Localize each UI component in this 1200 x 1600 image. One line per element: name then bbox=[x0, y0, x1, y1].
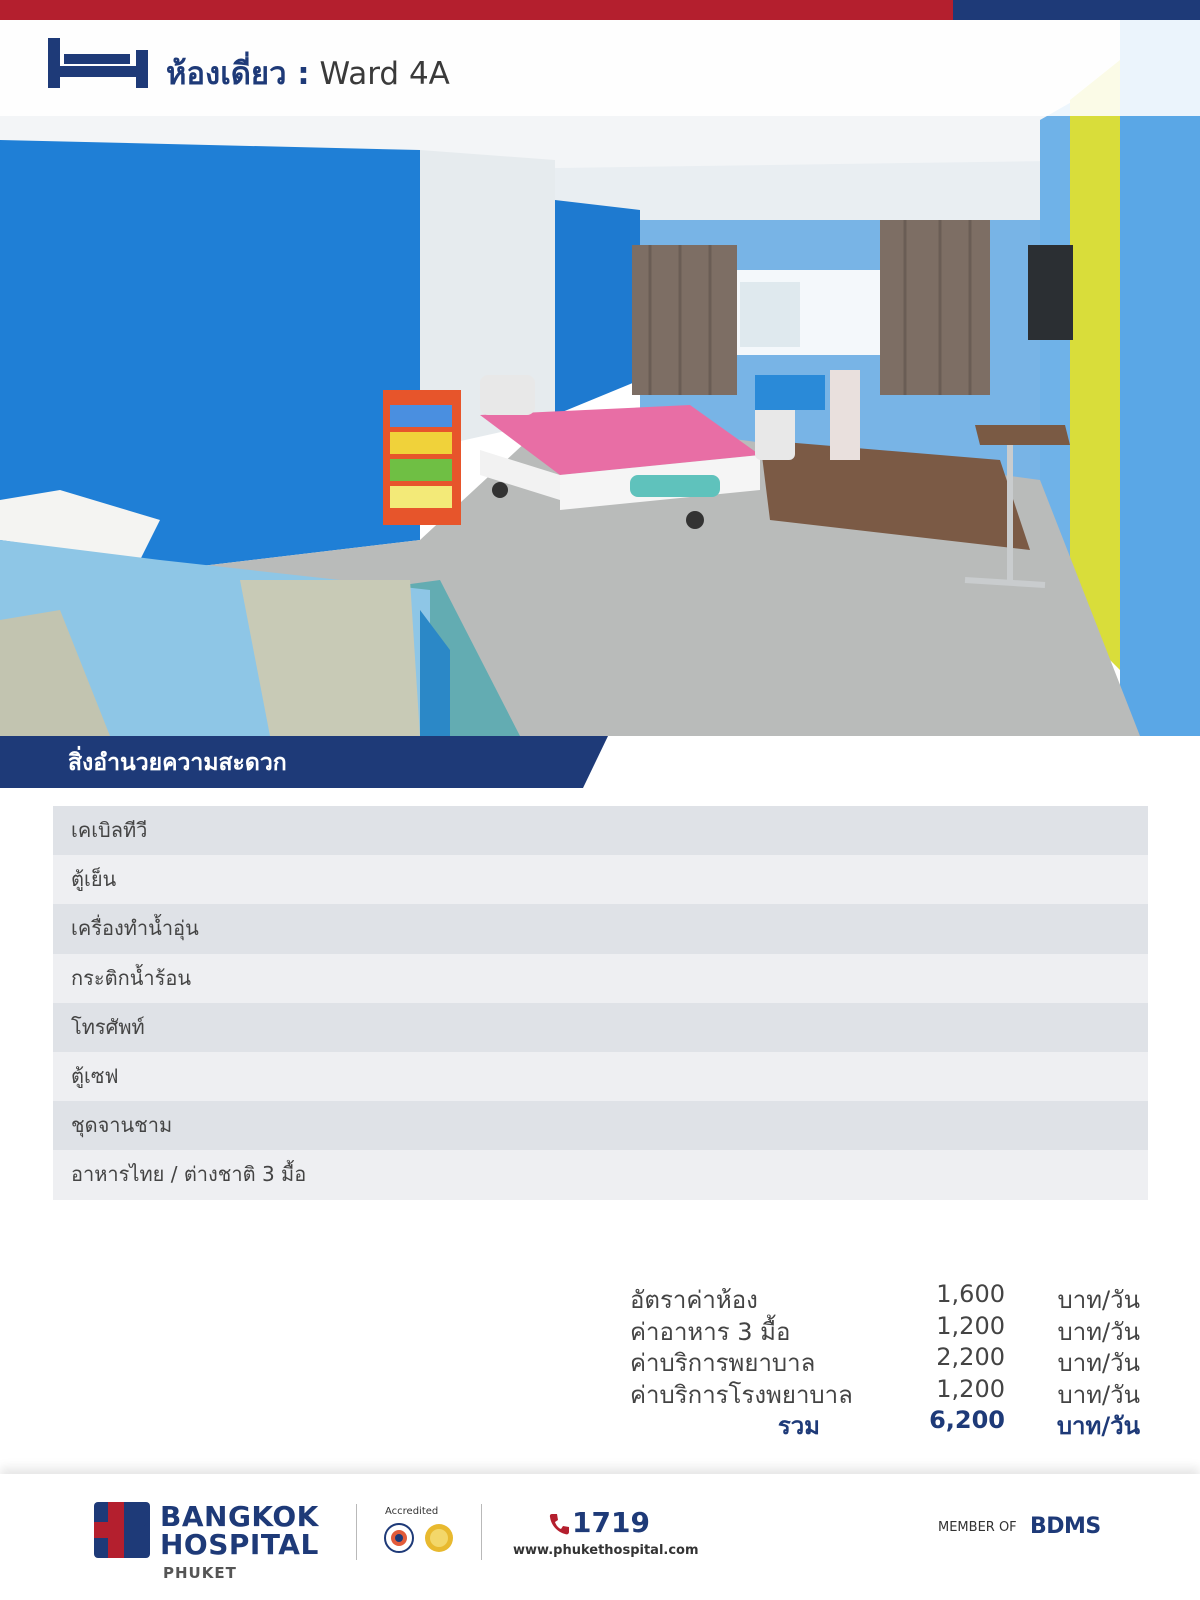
title-ward: Ward 4A bbox=[309, 56, 450, 92]
price-row bbox=[630, 1280, 1140, 1312]
total-label: รวม bbox=[777, 1412, 820, 1440]
brand-line-3: PHUKET bbox=[163, 1564, 237, 1582]
price-label: ค่าบริการโรงพยาบาล bbox=[630, 1380, 853, 1409]
amenity-item: เคเบิลทีวี bbox=[53, 806, 1148, 855]
bangkok-hospital-logo-icon bbox=[94, 1502, 150, 1558]
accreditation-seal-icon bbox=[384, 1523, 414, 1553]
price-row bbox=[630, 1312, 1140, 1344]
amenity-item: กระติกน้ำร้อน bbox=[53, 954, 1148, 1003]
amenities-heading: สิ่งอำนวยความสะดวก bbox=[68, 750, 287, 776]
price-amount: 1,200 bbox=[936, 1374, 1005, 1403]
accredited-label: Accredited bbox=[385, 1506, 439, 1517]
page-title bbox=[166, 48, 450, 98]
price-total-row bbox=[630, 1406, 1140, 1438]
amenity-item: ชุดจานชาม bbox=[53, 1101, 1148, 1150]
price-unit: บาท/วัน bbox=[1057, 1286, 1140, 1314]
price-amount: 2,200 bbox=[936, 1343, 1005, 1371]
phone-number[interactable]: 1719 bbox=[572, 1506, 650, 1539]
title-thai: ห้องเดี่ยว : bbox=[166, 56, 310, 92]
price-row bbox=[630, 1343, 1140, 1375]
gold-seal-icon bbox=[424, 1523, 454, 1553]
price-amount: 1,600 bbox=[936, 1280, 1005, 1308]
phone-icon bbox=[548, 1512, 570, 1536]
room-photo bbox=[0, 20, 1200, 736]
footer-divider bbox=[481, 1504, 482, 1560]
top-bar-navy bbox=[953, 0, 1200, 20]
price-unit: บาท/วัน bbox=[1057, 1380, 1140, 1409]
price-label: ค่าอาหาร 3 มื้อ bbox=[630, 1317, 791, 1346]
price-table bbox=[630, 1280, 1140, 1438]
amenity-item: ตู้เย็น bbox=[53, 855, 1148, 904]
top-color-bar bbox=[0, 0, 1200, 20]
total-unit: บาท/วัน bbox=[1056, 1412, 1140, 1440]
member-of-label: MEMBER OF bbox=[938, 1520, 1017, 1535]
amenity-item: เครื่องทำน้ำอุ่น bbox=[53, 904, 1148, 953]
website-link[interactable]: www.phukethospital.com bbox=[513, 1543, 699, 1558]
total-amount: 6,200 bbox=[929, 1406, 1005, 1434]
amenity-item: ตู้เซฟ bbox=[53, 1052, 1148, 1101]
brand-line-1: BANGKOK bbox=[160, 1500, 319, 1533]
amenity-item: อาหารไทย / ต่างชาติ 3 มื้อ bbox=[53, 1150, 1148, 1199]
top-bar-red bbox=[0, 0, 953, 20]
price-unit: บาท/วัน bbox=[1057, 1349, 1140, 1377]
price-row bbox=[630, 1375, 1140, 1407]
price-unit: บาท/วัน bbox=[1057, 1317, 1140, 1346]
brand-line-2: HOSPITAL bbox=[160, 1528, 319, 1561]
price-amount: 1,200 bbox=[936, 1311, 1005, 1340]
bdms-logo: BDMS bbox=[1030, 1514, 1101, 1539]
price-label: ค่าบริการพยาบาล bbox=[630, 1349, 816, 1377]
footer-divider bbox=[356, 1504, 357, 1560]
amenity-item: โทรศัพท์ bbox=[53, 1003, 1148, 1052]
bed-icon bbox=[48, 38, 148, 90]
price-label: อัตราค่าห้อง bbox=[630, 1286, 758, 1314]
amenities-list bbox=[53, 806, 1148, 1200]
